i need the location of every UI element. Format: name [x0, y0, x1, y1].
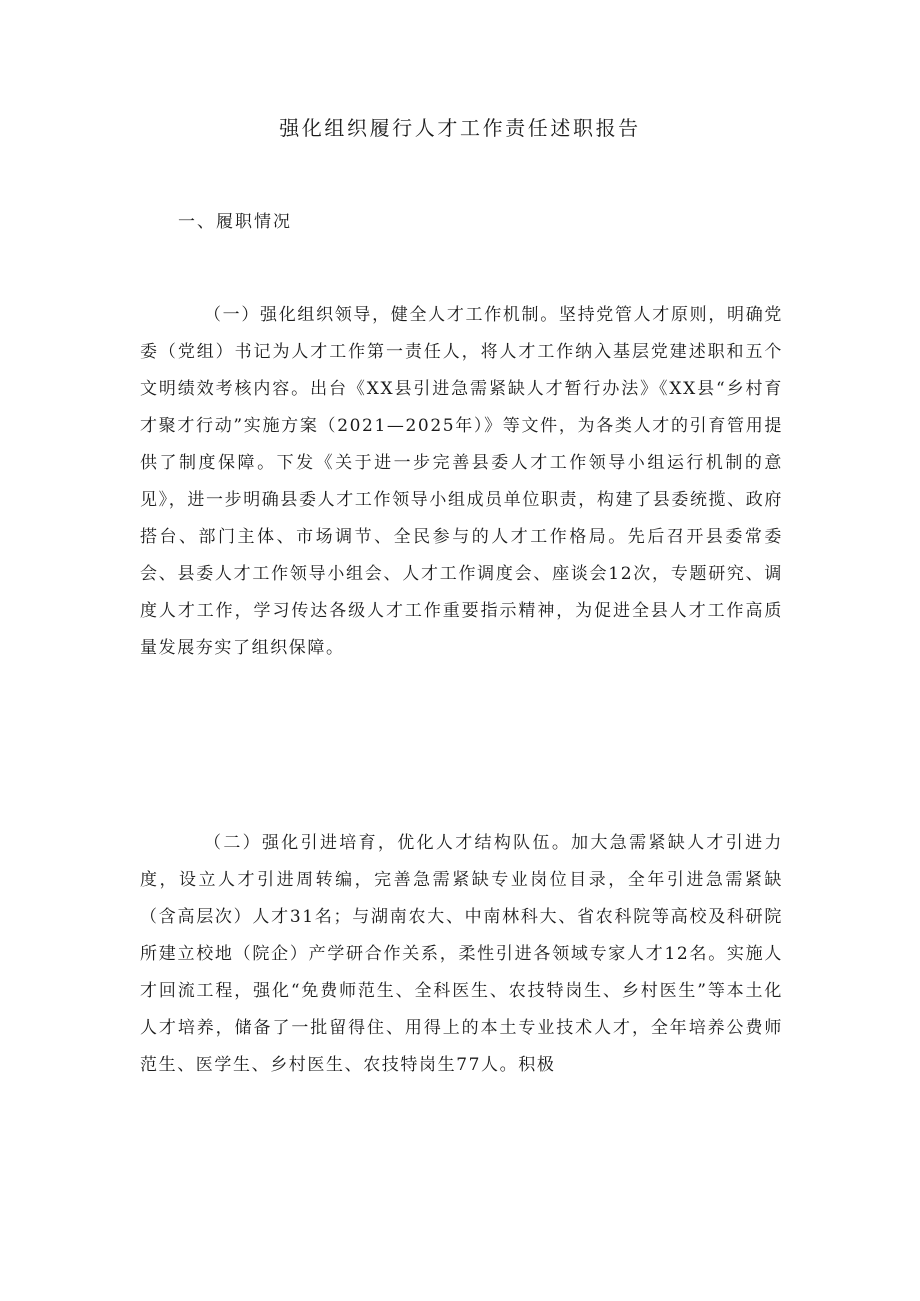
section-heading: 一、履职情况 — [178, 212, 292, 232]
paragraph-organizational-leadership: （一）强化组织领导，健全人才工作机制。坚持党管人才原则，明确党委（党组）书记为人才工作第一责任人，将人才工作纳入基层党建述职和五个文明绩效考核内容。出台《XX县引进急需紧缺人才暂行办法》《XX县“乡村育才聚才行动”实施方案（2021—2025年）》等文件，为各类人才的引育管用提供了制度保障。下发《关于进一步完善县委人才工作领导小组运行机制的意见》，进一步明确县委人才工作领导小组成员单位职责，构建了县委统揽、政府搭台、部门主体、市场调节、全民参与的人才工作格局。先后召开县委常委会、县委人才工作领导小组会、人才工作调度会、座谈会12次，专题研究、调度人才工作，学习传达各级人才工作重要指示精神，为促进全县人才工作高质量发展夯实了组织保障。 — [140, 305, 783, 658]
paragraph-talent-introduction: （二）强化引进培育，优化人才结构队伍。加大急需紧缺人才引进力度，设立人才引进周转编，完善急需紧缺专业岗位目录，全年引进急需紧缺（含高层次）人才31名；与湖南农大、中南林科大、省农科院等高校及科研院所建立校地（院企）产学研合作关系，柔性引进各领域专家人才12名。实施人才回流工程，强化“免费师范生、全科医生、农技特岗生、乡村医生”等本土化人才培养，储备了一批留得住、用得上的本土专业技术人才，全年培养公费师范生、医学生、乡村医生、农技特岗生77人。积极 — [140, 833, 783, 1075]
document-title: 强化组织履行人才工作责任述职报告 — [279, 116, 641, 140]
